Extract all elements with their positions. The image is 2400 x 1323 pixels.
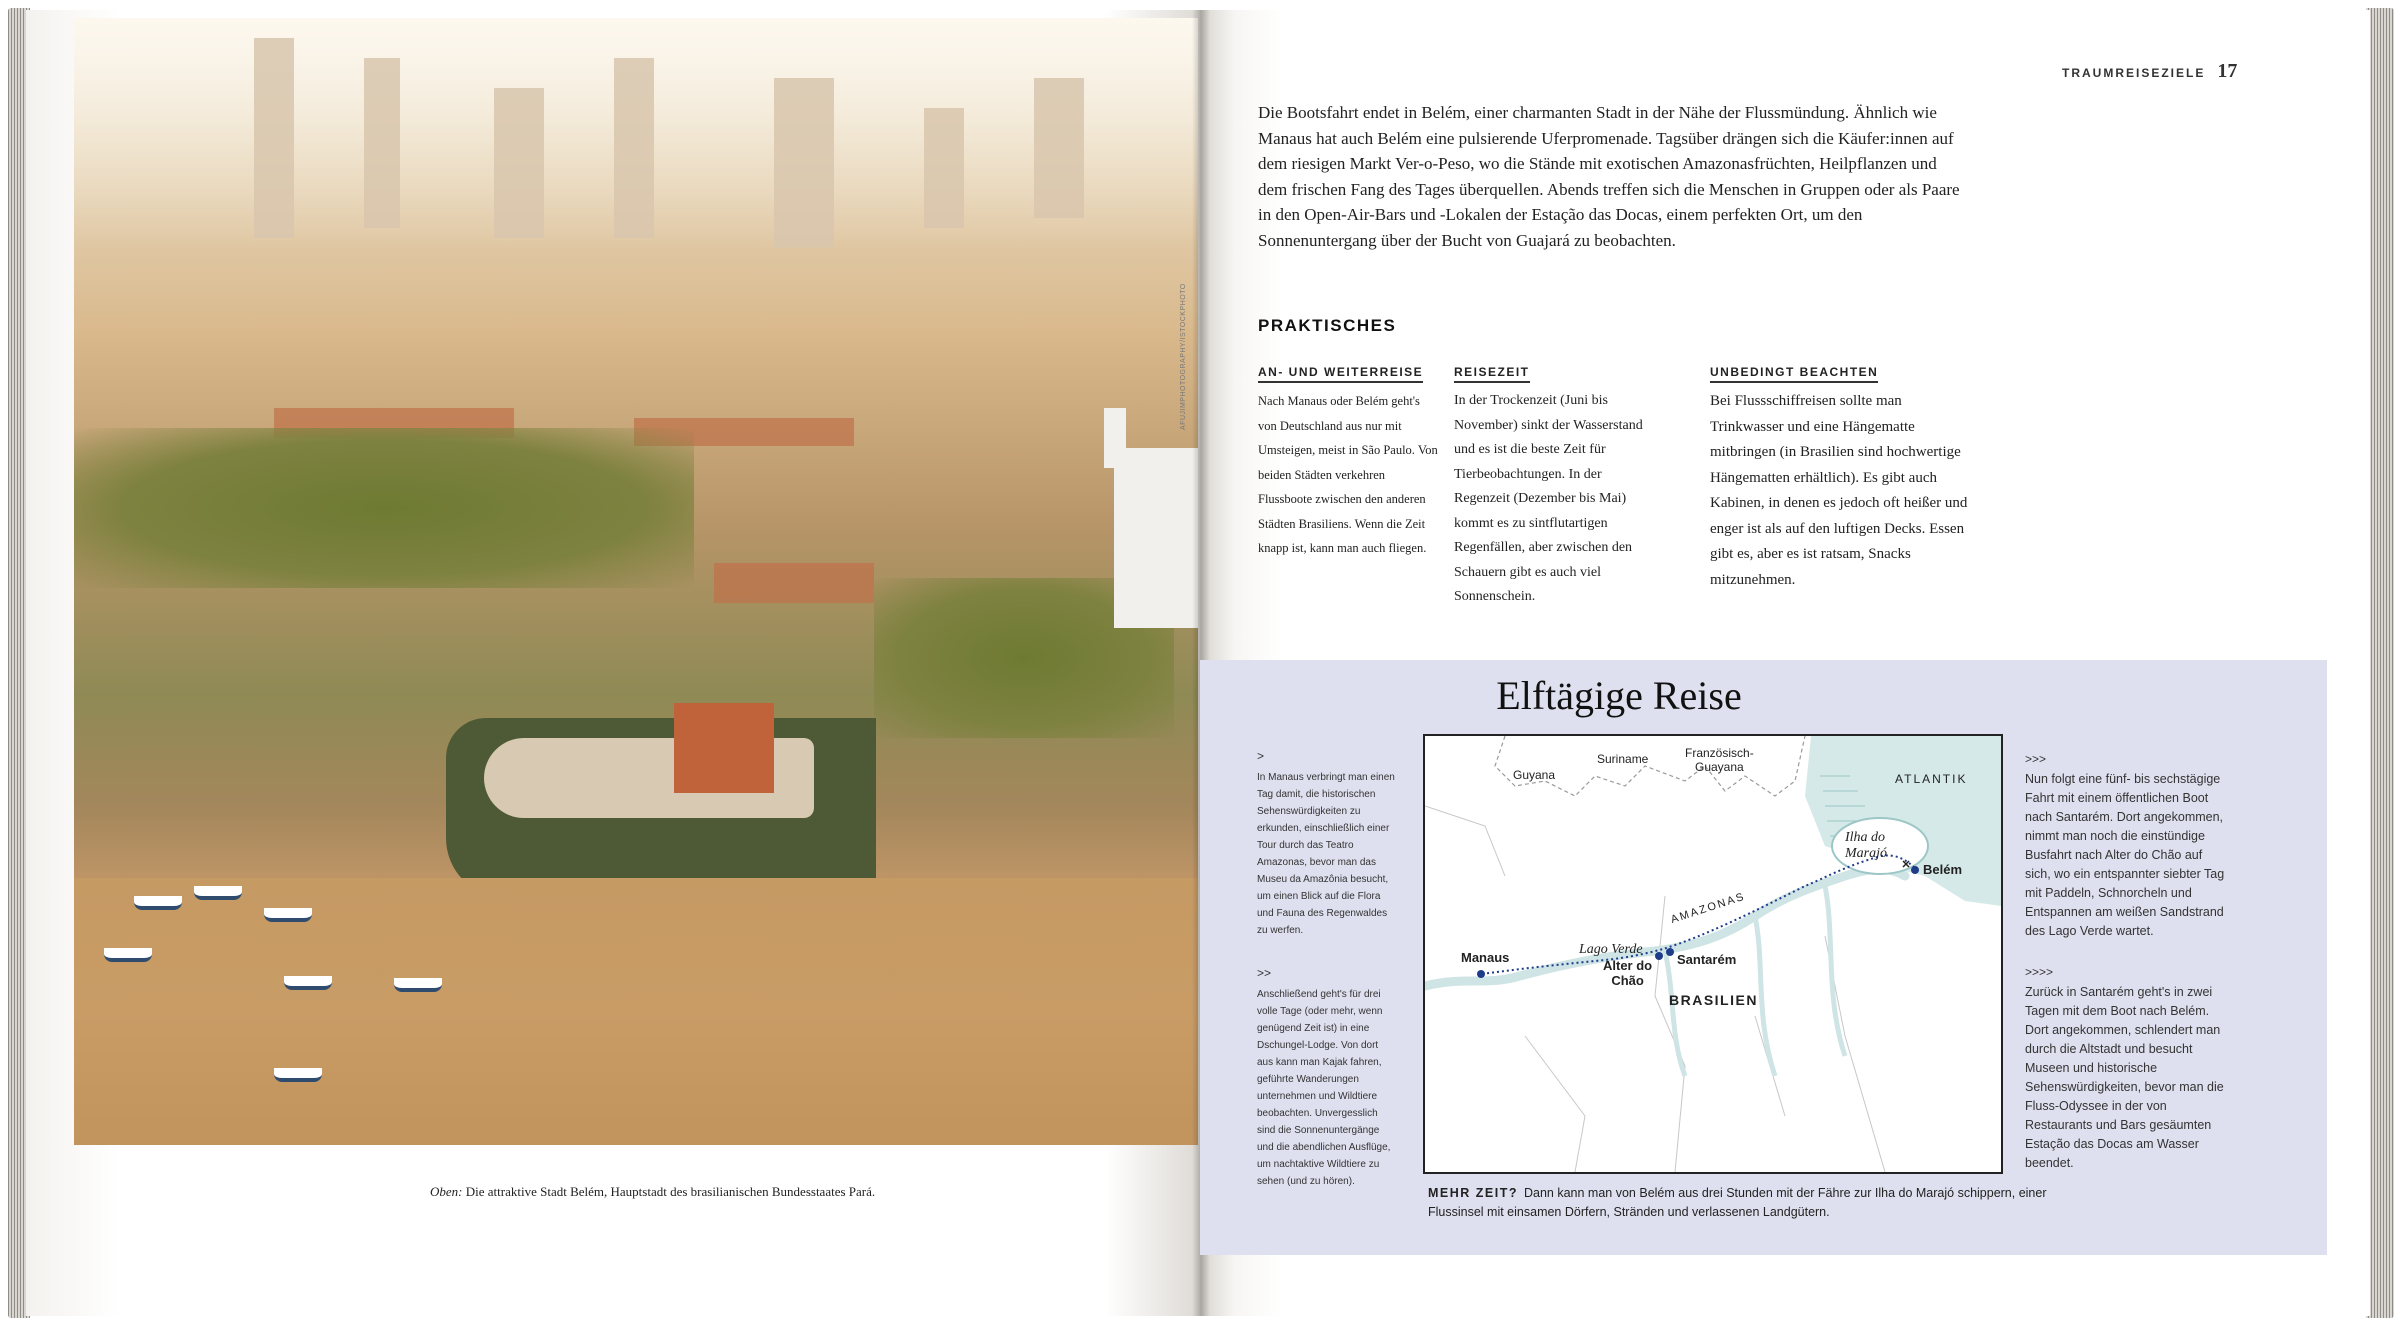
running-head [2062, 60, 2237, 83]
step-text: In Manaus verbringt man einen Tag damit, die historischen Sehenswürdigkeiten zu erkunden, einschließlich einer Tour durch das Teatro Amazonas, bevor man das Museu da Amazônia besucht, um einen Blick auf die Flora und Fauna des Regenwaldes zu werfen. [1257, 772, 1395, 936]
column-heading: UNBEDINGT BEACHTEN [1710, 365, 1878, 383]
state-borders [1425, 806, 1885, 1172]
photo-credit: AFUJIMPHOTOGRAPHY/ISTOCKPHOTO [1180, 283, 1187, 430]
boat [274, 1068, 322, 1082]
map-label-brasilien: BRASILIEN [1669, 992, 1758, 1008]
river-water [74, 878, 1198, 1145]
amazon-route-map [1423, 734, 2003, 1174]
photo-caption [430, 1184, 875, 1200]
skyscraper [774, 78, 834, 248]
map-label-belem: Belém [1923, 862, 1963, 877]
skyscraper [364, 58, 400, 228]
map-label-manaus: Manaus [1461, 950, 1510, 965]
column-text: In der Trockenzeit (Juni bis November) sinkt der Wasserstand und es ist die beste Zeit für Tierbeobachtungen. In der Regenzeit (Dezember bis Mai) kommt es zu sintflutartigen Regenfällen, aber zwischen den Schauern gibt es auch viel Sonnenschein. [1454, 393, 1643, 604]
map-label-marajo [1845, 830, 1887, 862]
skyscraper [614, 58, 654, 238]
more-time-text: Dann kann man von Belém aus drei Stunden mit der Fähre zur Ilha do Marajó schippern, einer Flussinsel mit einsamen Dörfern, Stränden und verlassenen Landgütern. [1428, 1186, 2047, 1219]
map-label-french-guiana [1685, 746, 1754, 774]
map-label-line: Guayana [1694, 760, 1744, 774]
map-dot-manaus [1477, 970, 1485, 978]
step-marker: > [1257, 749, 1265, 763]
boat [284, 976, 332, 990]
boat [194, 886, 242, 900]
step-marker: >>> [2025, 752, 2047, 766]
skyscraper [1034, 78, 1084, 218]
itinerary-title: Elftägige Reise [1496, 673, 1742, 718]
map-label-line: Alter do [1603, 958, 1653, 973]
page-number: 17 [2217, 60, 2238, 82]
map-dot-belem [1911, 866, 1919, 874]
info-column-travel [1258, 363, 1438, 561]
map-label-santarem: Santarém [1677, 952, 1737, 967]
more-time-label: MEHR ZEIT? [1428, 1186, 1518, 1200]
map-label-alter-do-chao [1603, 958, 1652, 988]
info-column-season [1454, 363, 1654, 610]
map-label-line: Französisch- [1685, 746, 1754, 760]
boat [394, 978, 442, 992]
skyscraper [924, 108, 964, 228]
caption-text: Die attraktive Stadt Belém, Hauptstadt des brasilianischen Bundesstaates Pará. [465, 1184, 876, 1199]
map-dot-santarem [1666, 948, 1674, 956]
column-text: Bei Flussschiffreisen sollte man Trinkwasser und eine Hängematte mitbringen (in Brasilien sind hochwertige Hängematten erhältlich). Es gibt auch Kabinen, in denen es jedoch oft heißer und enger ist als auf den luftigen Decks. Essen gibt es, aber es ist ratsam, Snacks mitzunehmen. [1710, 393, 1968, 588]
skyscraper [494, 88, 544, 238]
map-label-line: Marajó [1845, 846, 1887, 861]
intro-paragraph: Die Bootsfahrt endet in Belém, einer charmanten Stadt in der Nähe der Flussmündung. Ähnlich wie Manaus hat auch Belém eine pulsierende Uferpromenade. Tagsüber drängen sich die Käufer:innen auf dem riesigen Markt Ver-o-Peso, wo die Stände mit exotischen Amazonasfrüchten, Heilpflanzen und dem frischen Fang des Tages überquellen. Abends treffen sich die Menschen in Gruppen oder als Paare in den Open-Air-Bars und -Lokalen der Estação das Docas, einem perfekten Ort, um den Sonnenuntergang über der Bucht von Guajará zu beobachten. [1258, 103, 1960, 250]
cathedral [1114, 448, 1198, 628]
park-trees [74, 428, 694, 588]
column-text: Nach Manaus oder Belém geht's von Deutschland aus nur mit Umsteigen, meist in São Paulo. Von beiden Städten verkehren Flussboote zwischen den anderen Städten Brasiliens. Wenn die Zeit knapp ist, kann man auch fliegen. [1258, 394, 1438, 555]
map-label-guyana: Guyana [1513, 768, 1556, 782]
step-text: Anschließend geht's für drei volle Tage (oder mehr, wenn genügend Zeit ist) in eine Dschungel-Lodge. Von dort aus kann man Kajak fahren, geführte Wanderungen unternehmen und Wildtiere beobachten. Unvergesslich sind die Sonnenuntergänge und die abendlichen Ausflüge, um nachtaktive Wildtiere zu sehen (und zu hören). [1257, 989, 1391, 1187]
skyscraper [254, 38, 294, 238]
map-label-line: Chão [1611, 973, 1644, 988]
info-column-notes [1710, 363, 1970, 593]
country-borders [1495, 736, 1805, 796]
itinerary-notes-right [2025, 752, 2230, 1173]
fort-building [674, 703, 774, 793]
belem-aerial-photo [74, 18, 1198, 1145]
boat [264, 908, 312, 922]
more-time-note [1428, 1184, 2048, 1222]
column-heading: REISEZEIT [1454, 365, 1530, 383]
map-label-amazonas: AMAZONAS [1669, 890, 1747, 926]
boat [134, 896, 182, 910]
section-heading: PRAKTISCHES [1258, 316, 1397, 335]
right-page-edges [2366, 8, 2394, 1318]
running-head-title: TRAUMREISEZIELE [2062, 66, 2206, 80]
itinerary-notes-left [1257, 748, 1397, 1190]
column-heading: AN- UND WEITERREISE [1258, 365, 1423, 383]
step-text: Nun folgt eine fünf- bis sechstägige Fahrt mit einem öffentlichen Boot nach Santarém. Dort angekommen, nimmt man noch die einstündige Busfahrt nach Alter do Chão auf sich, wo ein entspannter siebter Tag mit Paddeln, Schnorcheln und Entspannen am weißen Sandstrand des Lago Verde wartet. [2025, 772, 2225, 938]
rooftops [714, 563, 874, 603]
map-label-suriname: Suriname [1597, 752, 1649, 766]
map-label-line: Ilha do [1845, 830, 1886, 845]
step-marker: >> [1257, 966, 1272, 980]
boat [104, 948, 152, 962]
map-label-lago-verde: Lago Verde [1579, 942, 1643, 957]
map-dot-alter-do-chao [1655, 952, 1663, 960]
caption-label: Oben: [430, 1184, 463, 1199]
step-marker: >>>> [2025, 965, 2054, 979]
map-label-atlantic: ATLANTIK [1895, 772, 1968, 786]
step-text: Zurück in Santarém geht's in zwei Tagen mit dem Boot nach Belém. Dort angekommen, schlendert man durch die Altstadt und besucht Museen und historische Sehenswürdigkeiten, bevor man die Fluss-Odyssee in der von Restaurants und Bars gesäumten Estação das Docas am Wasser beendet. [2025, 985, 2224, 1170]
